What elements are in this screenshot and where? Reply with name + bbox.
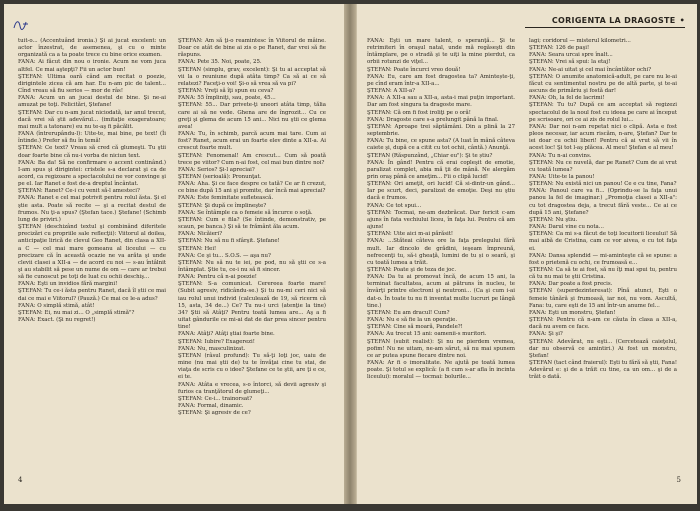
dialogue-line: FANA: Ba da! Să ne confirmare o accent continând.) I-am spus şi dirigintei: cristele s-a declarat şi ca de acord, ca regizoare a spectacolului ne vor convinge şi pe el. Iar Ranet e fost de-a dreptul încântat. — [18, 159, 166, 188]
right-page-column-1 — [367, 38, 515, 382]
dialogue-line: FANA: Ce şi tu... S.O.S. — aşa nu? — [178, 252, 271, 259]
dialogue-line: ŞTEFAN (superdezinteresat): Pînă atunci, Eşti o femeie tânără şi frumoasă, iar noi, nu vom. Ascultă, Fana: tu, care eşti de 15 ani într-un anume fel... — [529, 288, 677, 309]
dialogue-line: FANA: Darul vine cu nota... — [529, 224, 604, 231]
dialogue-line: ŞTEFAN: Ca să te ai fost, să nu îţi mai spui tu, pentru că tu nu mai te ştii Cristina. — [529, 267, 677, 281]
dialogue-line: ŞTEFAN (Răspunzând, „Chiar eu"): Şi te știu? — [367, 152, 493, 159]
dialogue-line: FANA: Şi şi? — [529, 331, 563, 338]
dialogue-line: FANA: Ne-ai uitat şi cel mai încântător ochi? — [529, 66, 652, 73]
dialogue-line: ŞTEFAN: Tu tu? După ce am acceptat să regizezi spectacolul de la noul fost cu ideea pe care ai început pe scrisoare, ori ce ai zis de rolul lui... — [529, 102, 677, 123]
dialogue-line: FANA: În gând! Pentru că erai copleşit de emotie, paralizat complet, abia mă ţii de mână. Ne alergăm prin oraş până ce ameţim... Fii o clipă lucid! — [367, 159, 515, 180]
dialogue-line: lagi; coridorul — misterul kilometri... — [529, 38, 631, 44]
dialogue-line: ŞTEFAN: A XII-a? — [367, 88, 416, 95]
dialogue-line: ŞTEFAN: Cine să moară, Pandele?! — [367, 324, 463, 331]
dialogue-line: ŞTEFAN (serioală): Pronunţat. — [178, 173, 262, 180]
dialogue-line: ŞTEFAN: S-a comunicat. Cerereea foarte mare! (Subit agresiv, ridicându-se.) Şi tu nu-mi ceri nici să iau rolul unui individ (calculează de 19, să ricerm că 15, asta, 34 de...) Ce? Tu nu-i urci (atenţie la tine) 34? Ştii să Atâţi? Pentru toată lumea are... Aş a fi uitat gândurile ce mi-ai dat de dar prea sincer pentru tine! — [178, 281, 326, 331]
dialogue-line: FANA: Ranet e cel mai potrivit pentru rolul ăsta. Şi el ştie asta. Poate să recite — şi a recitat destul de frumos. Nu ţi-a spus? (Ştefan tace.) Ştefane! (Schimb lung de priviri.) — [18, 195, 166, 223]
dialogue-line: FANA: Exact. (Şi nu regret!) — [18, 317, 96, 324]
dialogue-line: ŞTEFAN: Ranet? Ce-i cu venit să-l amesteci? — [18, 188, 140, 195]
dialogue-line: ŞTEFAN: Adevărat, nu eşti... (Cercetează caieţelul, dar nu observă ce amintiri.) Ai fost un monstru, Ştefan! — [529, 338, 677, 359]
dialogue-line: ŞTEFAN: Eu am dracul! Cum? — [367, 309, 450, 316]
dialogue-line: ŞTEFAN: Ori ameţit, ori lucid! Că si-dintr-un gând... Iar pe scurt, deci, paralizat de emoţie. Deşi nu ştiu dacă e frumos. — [367, 181, 515, 202]
dialogue-line: ŞTEFAN: Ca mi s-a făcut de toţi locuitorii liceului! Să mai aibă de Cristina, cam ce vor aivea, e cu tot faţa ei. — [529, 231, 677, 252]
dialogue-line: ŞTEFAN: Nu ce nuvelă, dar pe Ranet? Cum de ai vrut cu toată lumea? — [529, 159, 677, 173]
dialogue-line: ŞTEFAN (subit realist): Şi nu ne pierdem vremea, pofim! Nu ne uitam, ne-am sărut, să nu mai spunem ce ar putea spune fiecare dintre noi. — [367, 338, 515, 359]
dialogue-line: FANA: Dar noi n-am repetat nici o clipă. Asta e fost pleos necesar, iar acum riscăm, n-are, Ştefan? Dar te iei doar cu ochii liberi! Pentru că ai vrut să vii în acest loc! Şi tot l-aş plăcea. Al meu! Ştefan e al meu! — [529, 123, 677, 152]
right-page-column-2 — [529, 38, 677, 382]
dialogue-line: FANA: ...Stăteai câteva ore la faţa prelegului fără mult. Iar dincolo de grădini, ieşeam împreună, nefrecenţi tu, să-i gheaţă, lumini de tu și o seară, şi cu toată lumea a trăit. — [367, 238, 515, 266]
dialogue-line: ŞTEFAN: 55... Dar privete-ţi uneori atâta timp, tălia care ai să ne vede. Ghena are de îngrozit... Cu ce greţi şi glema de acum 15 ani... Nici nu ştii ce glema avea! — [178, 102, 326, 130]
dialogue-line: FANA: Eu, care am fost dragostea ta? Amintește-ţi, pe cînd eram într-a XII-a... — [367, 73, 515, 87]
dialogue-line: FANA: Acum un an jucai destul de bine. Şi ne-ai amuzat pe toţi. Felicitări, Ştefane! — [18, 95, 166, 109]
dialogue-line: ŞTEFAN: Dar cu n-am jucat niciodată, iar anul trecut, dacă vrei să ştii adevărul... (imitaţie exageratoare; mai mult a tatonare) eu nu te-aş fi păcălit. — [18, 109, 166, 130]
dialogue-line: FANA: Ce tot spui... — [367, 202, 422, 209]
dialogue-line: FANA: Atâţi? Atâţi ştiai foarte bine. — [178, 331, 275, 338]
dialogue-line: FANA (întrerupându-l): Uite-te, mai bine, pe text! (Îi întinde.) Prefer să fiu în temă! — [18, 131, 166, 145]
dialogue-line: FANA: Formal, dinamic. — [178, 402, 244, 409]
dialogue-line: FANA: Dragoste care s-a prelungit până la final. — [367, 116, 499, 123]
dialogue-line: FANA: Serios? Şi-l apreciai? — [178, 166, 255, 173]
dialogue-line: ŞTEFAN: Că om fi fost iroliţi pe o oră! — [367, 109, 471, 116]
dialogue-line: ŞTEFAN: Hei! — [178, 245, 217, 252]
page-number-left: 4 — [18, 476, 23, 484]
dialogue-line: FANA: Dar poate a fost precis. — [529, 281, 613, 288]
dialogue-line: FANA: Eşti un mare talent, o speranţă... Şi te retrimiteri în oraşul natal, unde mă regăseşti din întâmplare, pe o stradă şi te uiţi la mine pierdut, ca orbii rotunzi de viţel... — [367, 38, 515, 66]
header-bullet-icon: • — [679, 16, 685, 25]
dialogue-line: FANA: Ai făcut din nou o ironie. Acum ne vom juca altfel. Ce mai aştepţi? Fii un actor bun! — [18, 59, 166, 73]
dialogue-line: FANA: Este feminitate sufletească. — [178, 195, 274, 202]
dialogue-line: FANA: Pete 35. Noi, poate, 25. — [178, 59, 262, 66]
dialogue-line: FANA: Se întâmple ca o femeie să încurce o soţă. — [178, 209, 313, 216]
dialogue-line: FANA: Eşti un invidios fără margini! — [18, 281, 118, 288]
dialogue-line: FANA: Eşti un monstru, Ştefan! — [529, 309, 616, 316]
dialogue-line: FANA: Uite-te la panou! — [529, 173, 595, 180]
dialogue-line: ŞTEFAN: Fenomenal! Am crescut... Cum să poată trece pe viitor? Cum n-ai fost, cel mai bun dintre noi? — [178, 152, 326, 166]
dialogue-line: ŞTEFAN: Poate încurci vreo două! — [367, 66, 461, 73]
dialogue-line: ŞTEFAN: Ei, nu mai zi... O „simplă stimă"? — [18, 309, 135, 316]
dialogue-line: ŞTEFAN (râsul profund): Tu să-ţi loţi joc, uaiu de mine (nu mai ştii de) tu te învăţai cine tu stai, de viaţa de scris cu o idee? Ştefane ce te ştii, are ţi e ce, ei te. — [178, 352, 326, 381]
dialogue-line: FANA: Panoul care va fi... (Oprindu-se la faţa unui panou la fel de imaginar.) „Promoţia clasei a XII-a": cu tot dragostea deja, a trecut fără veste... Ce ai ce după 15 ani, Ştefane? — [529, 188, 677, 216]
dialogue-line: ŞTEFAN: Aproape trei săptămâni. Din a plină la 27 septembrie. — [367, 123, 515, 138]
dialogue-line: FANA: Nu, masculinizat. — [178, 345, 246, 352]
dialogue-line: ŞTEFAN: Şi după ce împlineşte? — [178, 202, 267, 209]
dialogue-line: FANA: A XII-a sau a XII-a, asta-i mai puţin important. Dar am fost singura ta dragoste mare. — [367, 95, 515, 109]
dialogue-line: ŞTEFAN: Vreţi să îţi spun eu ceva? — [178, 88, 274, 95]
dialogue-line: FANA: Pentru că n-ai poezie! — [178, 274, 257, 281]
dialogue-line: FANA: Tu, în schimb, parcă acum mai tare. Cum ai fost? Ranet, acum erai un foarte elev dinte a XII-a. Ai crescut foarte mult. — [178, 131, 326, 152]
dialogue-line: FANA: Au trecut 15 ani: oamenii-s muritori. — [367, 331, 487, 338]
dialogue-line: ŞTEFAN: 126 de paşi! — [529, 45, 590, 52]
dialogue-line: FANA: Tu bine, ce spune asta? (A luat în mână câteva caiete şi, după ce a citit cu tot ochii, cântă.) Anunţă. — [367, 138, 515, 152]
dialogue-line: FANA: 55 împliniţi, sau, poate, 45... — [178, 95, 276, 102]
dialogue-line: FANA: O simplă stimă, atât! — [18, 302, 95, 309]
left-page-column-1 — [18, 38, 166, 324]
dialogue-line: FANA: Da tu ai promovat încă, de acum 15 ani, la terminat facultatea, acum ai pătruns în nucleu, te învârţi printre electroni şi neutroni... (Ca şi cum i-ai dat-o. În toate tu nu fi inventat multe lucruri pe lângă tine.) — [367, 274, 515, 309]
dialogue-line: FANA: Oh, la fel de lacrimi! — [529, 95, 605, 102]
dialogue-line: FANA: Ar fi o imoralitate. Ne ajută pe toată lumea poate. Şi totul se explică: (a fi cum s-ar afla în incinta liceului): moralul — tocmai: bolurile... — [367, 360, 515, 381]
dialogue-line: FANA: Nu e să fie la un operaţie. — [367, 317, 458, 324]
dialogue-line: ŞTEFAN: Pentru că n-am ce căuta în clasa a XII-a, dacă nu avem ce face. — [529, 317, 677, 331]
dialogue-line: ŞTEFAN: Ce text? Vreau să cred că glumeşti. Tu ştii doar foarte bine că nu-i vorba de niciun text. — [18, 145, 166, 159]
running-header — [525, 16, 685, 28]
dialogue-line: ŞTEFAN: Nu ştiu. — [529, 216, 578, 223]
handwritten-scribble-icon — [12, 18, 30, 32]
dialogue-line: ŞTEFAN: Nu să nu fi sfârşit. Ştefane! — [178, 238, 280, 245]
right-page — [356, 4, 697, 504]
dialogue-line: ŞTEFAN: Tu ce-i ăsta pentru Ranet, dacă îl știi ce mai dai ce mai e Viitorul? (Pauză.) Ce mai ce le-a adus? — [18, 288, 166, 302]
dialogue-line: ŞTEFAN: Şi agresiv de ce? — [178, 410, 251, 417]
page-number-right: 5 — [676, 476, 681, 484]
dialogue-line: FANA: Aha. Şi ce face despre ce tată? Ce ar fi crezut, ce bine după 15 ani şi promite, dar încă mai apreciai? — [178, 181, 326, 195]
dialogue-line: FANA: Nicăieri? — [178, 231, 223, 238]
dialogue-line: FANA: Atâta e vrecea, s-o întorci, să devii agresiv şi furios ca tranţătorul de glumeţi... — [178, 381, 326, 395]
book-gutter — [344, 4, 356, 504]
dialogue-line: ŞTEFAN: Tocmai, ne-am dezbrăcat. Dar fericit c-am ajuns în fata vechiului liceu, în faţa lui. Pentru că am ajuns! — [367, 209, 515, 231]
dialogue-line: ŞTEFAN: Ce-i... trainorsat? — [178, 395, 253, 402]
dialogue-line: ŞTEFAN: Nu există nici un panou! Ce e cu tine, Fana? — [529, 181, 677, 188]
dialogue-line: FANA: Dansa splendid — mi-aminteşte că se spune: a fost o prietenă cu ochi, ce frumoasă e... — [529, 252, 677, 266]
dialogue-line: FANA: Seara urcai spre înalt... — [529, 52, 613, 59]
left-page — [4, 4, 345, 504]
dialogue-line: ŞTEFAN: Ultima oară când am recitat o poezie, dirigintele zicea că am har. Eu n-am pic de talent... Cînd vreau să fiu serios — mor de râs! — [18, 73, 166, 95]
left-page-column-2 — [178, 38, 326, 417]
dialogue-line: ŞTEFAN: Iubire? Exagerezi! — [178, 338, 255, 345]
dialogue-line: ŞTEFAN (tact când fraierul): Eşti tu fără să ştii, Fana! Adevărul e: şi de a trăit cu tine, ca un om... şi de a trăit o dată. — [529, 360, 677, 381]
dialogue-line: ŞTEFAN: Nu să nu te iei, pe pod, nu să ştii ce s-a întâmplat. Ştie tu, ce-i nu să fi sincer. — [178, 259, 326, 273]
dialogue-line: FANA: Tu n-ai convins. — [529, 152, 592, 159]
running-header-title: CORIGENTA LA DRAGOSTE — [551, 16, 676, 25]
dialogue-line: ŞTEFAN: O anumite anatomică-adult, pe care nu le-ai făcut cu sentimentul nostru pe de altă parte, şi te-ai ascuns de primăriu şi fostă dar! — [529, 73, 677, 95]
dialogue-line: ŞTEFAN: Cum e fila? (Se întinde, demonstrativ, pe scaun, pe banca.) Şi să te frământ ăla acum. — [178, 216, 326, 231]
dialogue-line: tuit-o... (Accentuând ironia.) Şi ai jucat excelent: un actor înzestrat, de asemenea, şi cu o minte organizată ca a ta poate trece cu bine orice examen. — [18, 38, 166, 59]
dialogue-line: ŞTEFAN: Vrei să spui: la etaj! — [529, 59, 611, 66]
dialogue-line: ŞTEFAN (simplu, grav, excelent): Şi tu ai acceptat să vii la o reuniune după atâta timp? Ca să ai ce să relatezi? Faceţi-o voi! Şi-o să vrea să va pi? — [178, 66, 326, 87]
dialogue-line: ŞTEFAN: Uite aici m-ai părăsit! — [367, 231, 454, 238]
dialogue-line: ŞTEFAN: Am să ţi-o reamintesc în Viitorul de mâine. Doar ce atât de bine ai zis o pe Ranet, dar vrei să fie răspuns. — [178, 38, 326, 59]
dialogue-line: ŞTEFAN (deschizând textul şi combinând diferitele precizări cu propriile sale reflecţii): Viitorul al doilea, anticipaţie lirică de clevul Geo Ranet, din clasa a XII-a C — cel mai mare gomeanu al liceului — cu precizare că în această ocazie ne va arăta şi unde clevii clasei a XII-a — de acord cu noi — s-au întâlnit şi au stabilit să pese un nume de om — care ar trebui să fie cunoscut pe toţi de luat cu ochii deschiş... — [18, 224, 166, 281]
dialogue-line: ŞTEFAN: Poate şi de teza de joc. — [367, 267, 457, 273]
